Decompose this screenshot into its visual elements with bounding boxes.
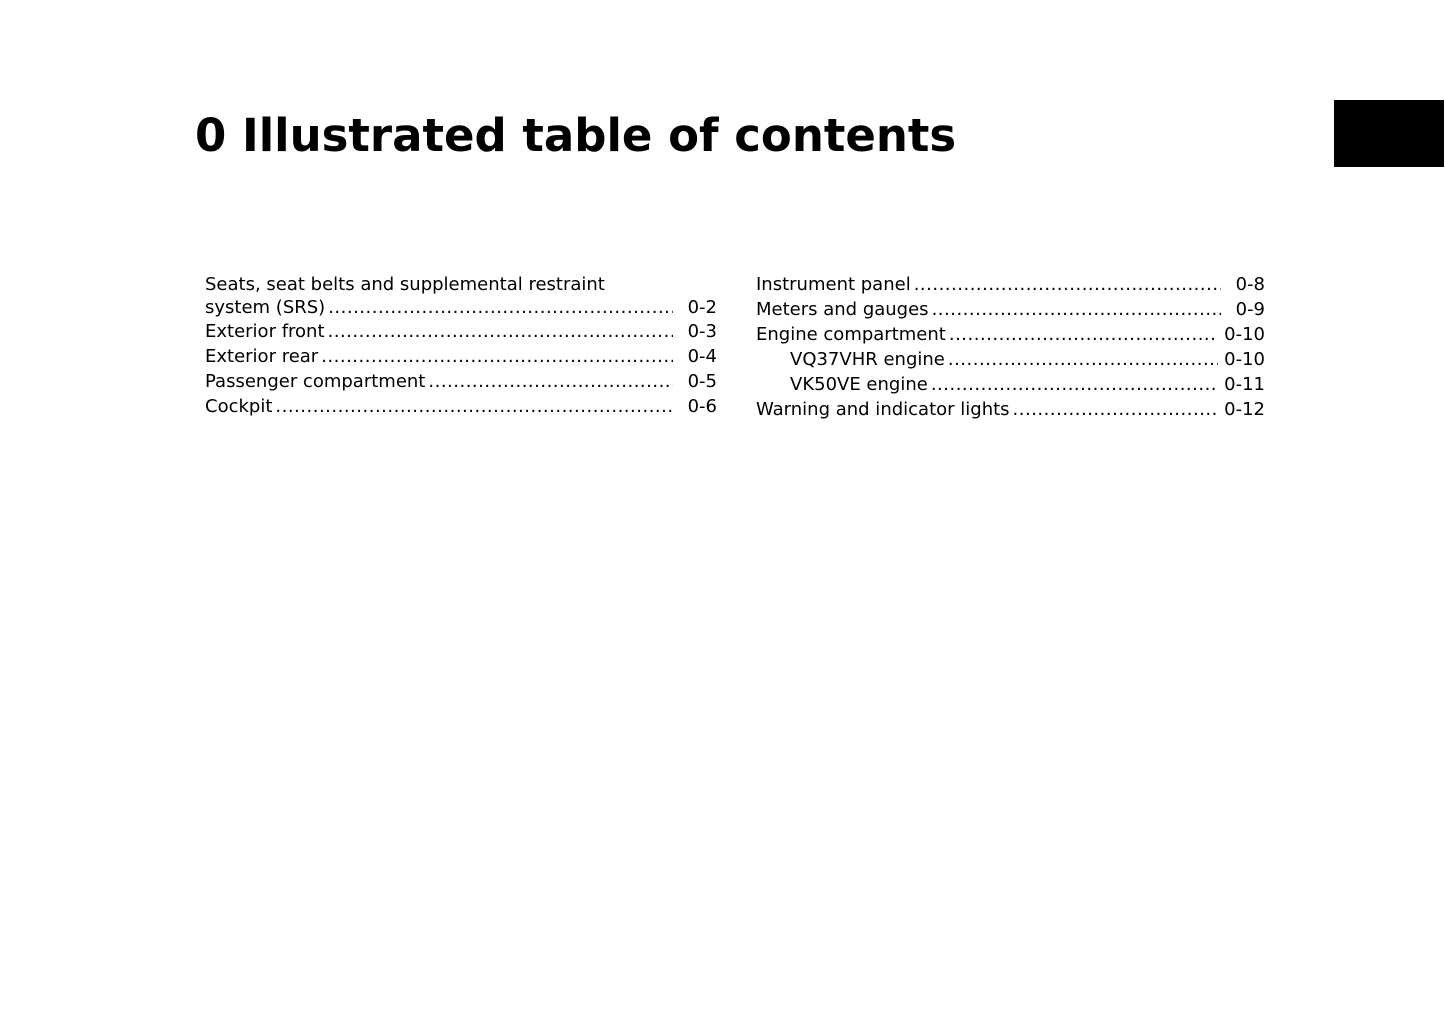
toc-item-seats-srs[interactable]: [205, 272, 717, 319]
toc-item-page: 0-10: [1224, 349, 1265, 370]
toc-item-title: Exterior rear: [205, 346, 319, 367]
toc-item-title: Instrument panel: [756, 274, 911, 295]
toc-item-cockpit[interactable]: [205, 394, 717, 419]
toc-item-title: Seats, seat belts and supplemental restraint: [205, 274, 605, 295]
toc-item-title: VK50VE engine: [790, 374, 928, 395]
toc-item-title: system (SRS): [205, 297, 326, 318]
toc-item-page: 0-4: [687, 346, 717, 367]
dot-leader: [275, 394, 673, 419]
toc-item-title: Cockpit: [205, 396, 273, 417]
toc-item-instrument-panel[interactable]: [756, 272, 1265, 297]
dot-leader: [914, 272, 1221, 297]
toc-item-exterior-front[interactable]: [205, 319, 717, 344]
toc-item-page: 0-11: [1224, 374, 1265, 395]
toc-item-page: 0-6: [687, 396, 717, 417]
toc-item-page: 0-5: [687, 371, 717, 392]
page-title: 0 Illustrated table of contents: [195, 109, 957, 162]
toc-item-engine-compartment[interactable]: [756, 322, 1265, 347]
dot-leader: [321, 344, 673, 369]
toc-item-vq37vhr-engine[interactable]: [756, 347, 1265, 372]
toc-item-page: 0-9: [1235, 299, 1265, 320]
dot-leader: [949, 322, 1218, 347]
toc-item-page: 0-12: [1224, 399, 1265, 420]
toc-item-page: 0-10: [1224, 324, 1265, 345]
chapter-tab-marker: [1334, 100, 1444, 167]
toc-item-meters-gauges[interactable]: [756, 297, 1265, 322]
dot-leader: [932, 297, 1221, 322]
toc-item-title: Warning and indicator lights: [756, 399, 1010, 420]
toc-item-title: Exterior front: [205, 321, 325, 342]
toc-item-page: 0-8: [1235, 274, 1265, 295]
toc-item-page: 0-3: [687, 321, 717, 342]
toc-item-title: Passenger compartment: [205, 371, 426, 392]
toc-right-column: [756, 272, 1265, 422]
dot-leader: [428, 369, 673, 394]
dot-leader: [328, 297, 673, 319]
dot-leader: [328, 319, 673, 344]
toc-item-title: Engine compartment: [756, 324, 946, 345]
toc-item-page: 0-2: [687, 297, 717, 318]
toc-item-title: Meters and gauges: [756, 299, 929, 320]
dot-leader: [1013, 397, 1219, 422]
dot-leader: [948, 347, 1218, 372]
toc-item-passenger-compartment[interactable]: [205, 369, 717, 394]
toc-item-warning-indicator-lights[interactable]: [756, 397, 1265, 422]
toc-left-column: [205, 272, 717, 419]
dot-leader: [931, 372, 1218, 397]
toc-item-vk50ve-engine[interactable]: [756, 372, 1265, 397]
toc-item-title: VQ37VHR engine: [790, 349, 945, 370]
toc-item-exterior-rear[interactable]: [205, 344, 717, 369]
